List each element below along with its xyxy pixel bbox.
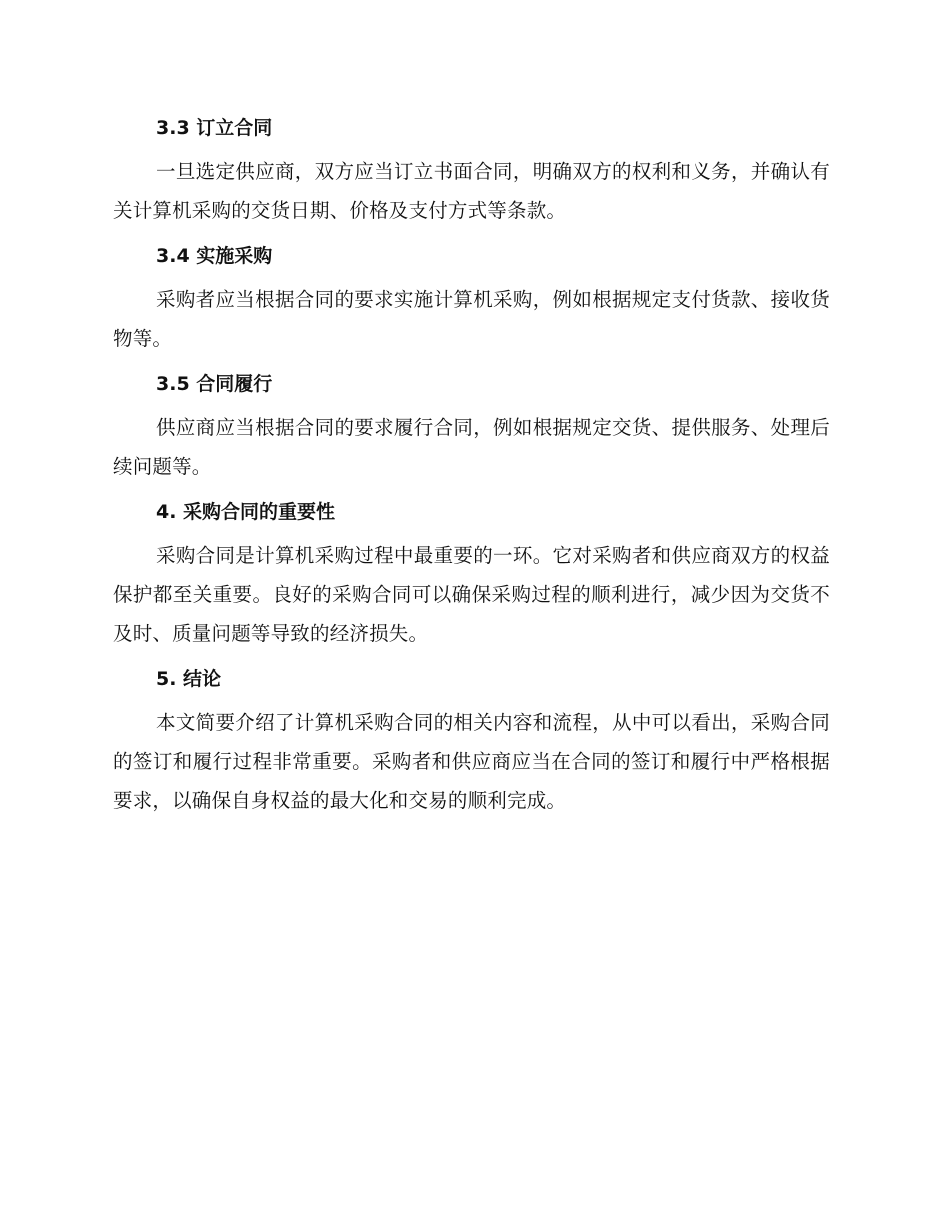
document-body <box>113 112 830 830</box>
section-paragraph-3-3: 一旦选定供应商，双方应当订立书面合同，明确双方的权利和义务，并确认有关计算机采购的交货日期、价格及支付方式等条款。 <box>113 160 830 222</box>
section-paragraph-3-4: 采购者应当根据合同的要求实施计算机采购，例如根据规定支付货款、接收货物等。 <box>113 288 830 350</box>
section-paragraph-5: 本文简要介绍了计算机采购合同的相关内容和流程，从中可以看出，采购合同的签订和履行过程非常重要。采购者和供应商应当在合同的签订和履行中严格根据要求，以确保自身权益的最大化和交易的顺利完成。 <box>113 711 830 812</box>
section-paragraph-4: 采购合同是计算机采购过程中最重要的一环。它对采购者和供应商双方的权益保护都至关重要。良好的采购合同可以确保采购过程的顺利进行，减少因为交货不及时、质量问题等导致的经济损失。 <box>113 544 830 645</box>
section-heading-3-5: 3.5 合同履行 <box>156 373 273 395</box>
section-heading-3-3: 3.3 订立合同 <box>156 117 273 139</box>
section-paragraph-3-5: 供应商应当根据合同的要求履行合同，例如根据规定交货、提供服务、处理后续问题等。 <box>113 416 830 478</box>
section-heading-3-4: 3.4 实施采购 <box>156 245 273 267</box>
section-heading-5: 5. 结论 <box>156 668 222 690</box>
section-heading-4: 4. 采购合同的重要性 <box>156 501 336 523</box>
